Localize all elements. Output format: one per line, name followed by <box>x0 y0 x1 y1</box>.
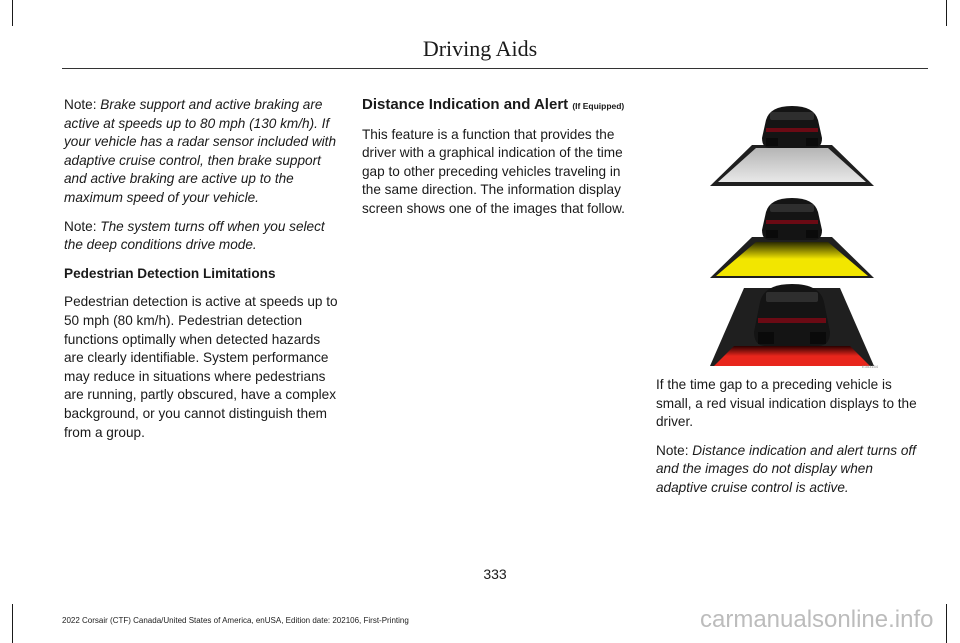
middle-column <box>362 96 634 229</box>
figure-code: E353154 <box>861 364 878 369</box>
note-distance-indication-off <box>656 442 928 498</box>
crop-mark-bottom-right <box>946 604 947 643</box>
note-label: Note: <box>64 218 97 234</box>
note-deep-conditions <box>64 218 338 255</box>
car-icon <box>754 284 830 346</box>
red-indication-paragraph: If the time gap to a preceding vehicle is small, a red visual indication displays to the driver. <box>656 377 917 430</box>
edition-footer: 2022 Corsair (CTF) Canada/United States of America, enUSA, Edition date: 202106, First-Printing <box>62 616 409 625</box>
watermark-text: carmanualsonline.info <box>700 606 934 633</box>
section-title-distance-indication <box>362 96 634 116</box>
right-column <box>656 376 928 508</box>
pedestrian-detection-heading: Pedestrian Detection Limitations <box>64 265 276 281</box>
page-header-title: Driving Aids <box>422 36 538 61</box>
section-title-suffix: (If Equipped) <box>572 101 625 111</box>
note-text: Distance indication and alert turns off and the images do not display when adaptive cruise control is active. <box>656 442 916 495</box>
header-divider <box>62 68 928 69</box>
crop-mark-top-left <box>12 0 13 26</box>
left-column <box>64 96 338 452</box>
gap-panel-yellow <box>710 198 874 278</box>
car-icon <box>762 106 822 148</box>
note-text: Brake support and active braking are active at speeds up to 80 mph (130 km/h). If your vehicle has a radar sensor included with adaptive cruise control, then brake support and active braking are active up to the maximum speed of your vehicle. <box>64 97 337 205</box>
note-brake-support <box>64 96 338 208</box>
gap-panel-gray <box>710 106 874 186</box>
car-icon <box>762 198 822 240</box>
note-label: Note: <box>64 97 97 112</box>
note-label: Note: <box>656 442 689 458</box>
distance-indication-figure <box>704 100 880 370</box>
crop-mark-bottom-left <box>12 604 13 643</box>
page-number: 333 <box>483 566 507 582</box>
section-title-text: Distance Indication and Alert <box>362 96 569 113</box>
gap-panel-red <box>710 284 874 366</box>
pedestrian-detection-paragraph: Pedestrian detection is active at speeds up to 50 mph (80 km/h). Pedestrian detection functions optimally when detected hazards are clearly identifiable. System performance may reduce in situations where pedestrians are running, partly obscured, have a complex background, or you cannot distinguish them from a group. <box>64 294 338 440</box>
note-text: The system turns off when you select the deep conditions drive mode. <box>64 218 325 253</box>
distance-indication-paragraph: This feature is a function that provides the driver with a graphical indication of the time gap to other preceding vehicles traveling in the same direction. The information display screen shows one of the images that follow. <box>362 126 625 216</box>
crop-mark-top-right <box>946 0 947 26</box>
